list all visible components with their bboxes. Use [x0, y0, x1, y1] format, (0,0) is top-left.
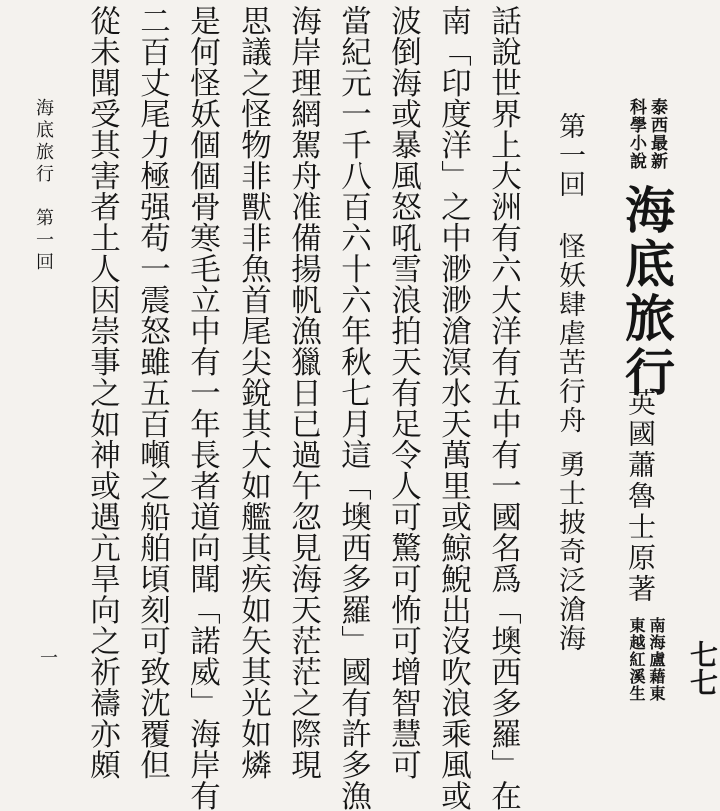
folio-number: 一	[37, 648, 58, 666]
running-head: 海底旅行	[33, 98, 54, 186]
body-column: 波倒海或暴風怒吼雪浪拍天有足令人可驚可怖可增智慧可	[385, 5, 421, 780]
translator-credit-1: 南海盧藉東	[647, 617, 666, 702]
series-label-2: 科學小說	[626, 98, 646, 170]
body-column: 當紀元一千八百六十六年秋七月這「墺西多羅」國有許多漁	[335, 5, 371, 811]
chapter-subtitle-1: 怪妖肆虐苦行舟	[554, 232, 585, 435]
book-title: 海底旅行	[617, 184, 676, 400]
body-column: 是何怪妖個個骨寒毛立中有一年長者道向聞「諾威」海岸有	[184, 5, 220, 811]
chapter-subtitle-2: 勇士披奇泛滄海	[554, 450, 585, 653]
running-chapter: 第一回	[33, 208, 54, 274]
body-column: 思議之怪物非獸非魚首尾尖銳其大如艦其疾如矢其光如燐	[235, 5, 271, 780]
translator-credit-2: 東越紅溪生	[627, 617, 646, 702]
series-label-1: 泰西最新	[647, 98, 667, 170]
chapter-label: 第一回	[554, 112, 585, 199]
body-column: 話說世界上大洲有六大洋有五中有一國名爲「墺西多羅」在	[485, 5, 521, 811]
body-column: 二百丈尾力極强苟一震怒雖五百噸之船舶頃刻可致沈覆但	[134, 5, 170, 780]
page-number: 七七	[686, 640, 719, 696]
body-column: 從未聞受其害者土人因崇事之如神或遇亢旱向之祈禱亦頗	[84, 5, 120, 780]
body-column: 海岸理網駕舟准備揚帆漁獵日已過午忽見海天茫茫之際現	[285, 5, 321, 780]
body-column: 南「印度洋」之中渺渺滄溟水天萬里或鯨鯢出沒吹浪乘風或	[435, 5, 471, 811]
author-credit: 英國蕭魯士原著	[624, 388, 657, 605]
